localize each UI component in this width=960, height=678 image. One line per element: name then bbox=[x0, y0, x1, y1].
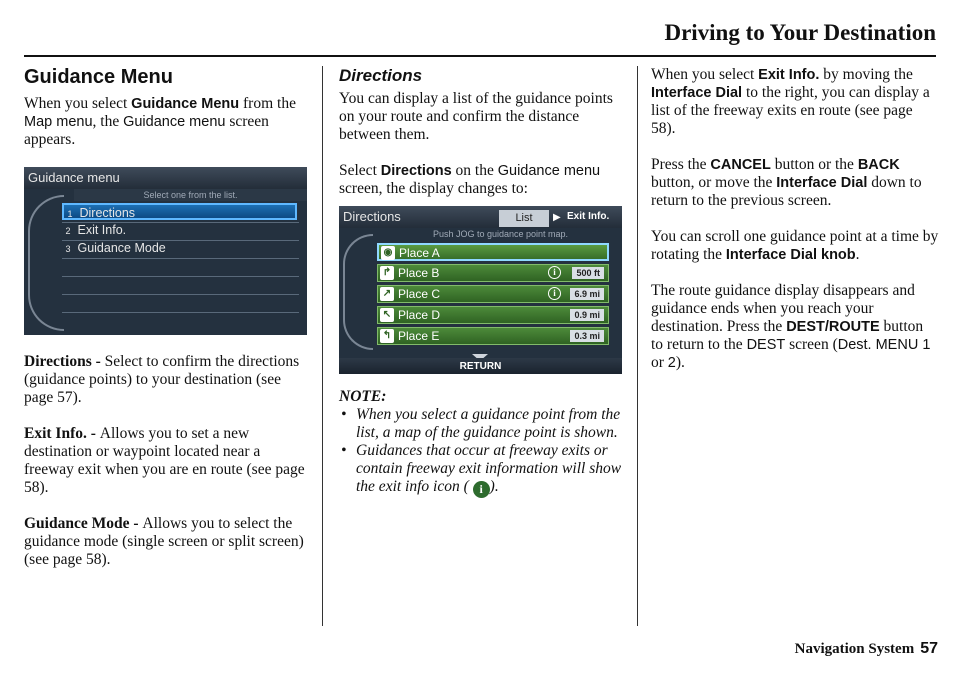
term-interface-dial: Interface Dial bbox=[651, 85, 743, 101]
exit-info-tab[interactable]: Exit Info. bbox=[567, 211, 610, 222]
column-directions bbox=[339, 66, 629, 498]
keep-left-icon: ↖ bbox=[380, 308, 394, 322]
turn-left-icon: ↰ bbox=[380, 329, 394, 343]
def-term: Directions - bbox=[24, 353, 105, 370]
text: Press the bbox=[651, 156, 711, 173]
term-dest: DEST bbox=[746, 337, 786, 353]
page-footer bbox=[795, 640, 938, 658]
page-number: 57 bbox=[920, 640, 938, 657]
text: by moving the bbox=[819, 66, 913, 83]
place-row-a[interactable] bbox=[377, 243, 609, 261]
return-button[interactable]: RETURN bbox=[339, 358, 622, 374]
place-row-d[interactable] bbox=[377, 306, 609, 324]
text: When you select bbox=[24, 95, 132, 112]
term-interface-dial-knob: Interface Dial knob bbox=[725, 247, 856, 263]
screen-subtitle: Push JOG to guidance point map. bbox=[432, 229, 569, 239]
directions-screenshot bbox=[339, 206, 622, 374]
menu-item-exit-info[interactable] bbox=[62, 222, 297, 239]
term-back: BACK bbox=[857, 157, 900, 173]
term-dest-menu-1: Dest. MENU 1 bbox=[837, 337, 931, 353]
place-name: Place D bbox=[398, 308, 441, 322]
distance-label: 0.3 mi bbox=[570, 330, 604, 342]
term-exit-info: Exit Info. bbox=[758, 67, 820, 83]
text: screen ( bbox=[785, 336, 838, 353]
row-divider bbox=[62, 258, 299, 259]
screen-title: Guidance menu bbox=[24, 167, 307, 189]
list-tab[interactable]: List bbox=[499, 210, 549, 227]
item-label: Exit Info. bbox=[77, 223, 127, 237]
screen-title: Directions bbox=[339, 206, 622, 228]
place-name: Place A bbox=[399, 246, 440, 260]
term-cancel: CANCEL bbox=[710, 157, 771, 173]
cancel-paragraph bbox=[651, 156, 939, 210]
note-text: Guidances that occur at freeway exits or contain freeway exit information will show the exit info icon ( bbox=[356, 442, 622, 495]
place-row-b[interactable] bbox=[377, 264, 609, 282]
def-term: Guidance Mode - bbox=[24, 515, 143, 532]
text: The route guidance display disappears and guidance ends when you reach your destination. Press the bbox=[651, 282, 915, 335]
place-name: Place E bbox=[398, 329, 440, 343]
text: Select bbox=[339, 162, 381, 179]
item-label: Directions bbox=[79, 206, 136, 220]
text: button to return to the bbox=[651, 318, 924, 353]
column-exit-info bbox=[651, 66, 939, 390]
term-dest-route: DEST/ROUTE bbox=[786, 319, 880, 335]
intro-paragraph bbox=[24, 95, 312, 149]
turn-right-icon: ↱ bbox=[380, 266, 394, 280]
text: button or the bbox=[770, 156, 858, 173]
destination-paragraph bbox=[651, 282, 939, 372]
place-name: Place B bbox=[398, 266, 440, 280]
def-text: Select to confirm the directions (guidance points) to your destination (see page 57). bbox=[24, 353, 300, 406]
note-item bbox=[339, 442, 629, 498]
section-heading-directions: Directions bbox=[339, 66, 423, 85]
column-divider-2 bbox=[637, 66, 638, 626]
place-row-c[interactable] bbox=[377, 285, 609, 303]
exit-info-icon: i bbox=[548, 266, 561, 279]
note-heading: NOTE: bbox=[339, 388, 387, 405]
dial-arc-icon bbox=[343, 234, 373, 350]
distance-label: 0.9 mi bbox=[570, 309, 604, 321]
def-exit-info bbox=[24, 425, 312, 497]
row-divider bbox=[62, 276, 299, 277]
note-text: ). bbox=[489, 478, 499, 495]
row-divider bbox=[62, 312, 299, 313]
term-interface-dial: Interface Dial bbox=[776, 175, 868, 191]
text: . bbox=[855, 246, 860, 263]
menu-item-guidance-mode[interactable] bbox=[62, 240, 297, 257]
header-rule bbox=[24, 55, 936, 57]
term-guidance-menu-screen: Guidance menu bbox=[123, 114, 226, 130]
distance-label: 500 ft bbox=[572, 267, 604, 279]
def-text: Allows you to set a new destination or waypoint located near a freeway exit when you are en route (see page 58). bbox=[24, 425, 305, 496]
text: on the bbox=[451, 162, 498, 179]
keep-right-icon: ↗ bbox=[380, 287, 394, 301]
text: screen, the display changes to: bbox=[339, 180, 528, 197]
item-number: 1 bbox=[67, 209, 73, 219]
item-label: Guidance Mode bbox=[77, 241, 166, 255]
term-2: 2 bbox=[667, 355, 676, 371]
column-divider-1 bbox=[322, 66, 323, 626]
term-map-menu: Map menu bbox=[24, 114, 93, 130]
term-guidance-menu: Guidance Menu bbox=[131, 96, 240, 112]
text: screen appears. bbox=[24, 113, 269, 148]
notes-list bbox=[339, 406, 629, 498]
section-heading-guidance-menu: Guidance Menu bbox=[24, 66, 173, 88]
exit-info-icon: i bbox=[548, 287, 561, 300]
term-directions: Directions bbox=[380, 163, 452, 179]
directions-paragraph-2 bbox=[339, 162, 629, 198]
exit-info-paragraph bbox=[651, 66, 939, 138]
scroll-paragraph bbox=[651, 228, 939, 264]
guidance-menu-screenshot bbox=[24, 167, 307, 335]
row-divider bbox=[62, 294, 299, 295]
text: ). bbox=[675, 354, 685, 371]
def-directions bbox=[24, 353, 312, 407]
dial-arc-icon bbox=[28, 195, 64, 331]
destination-icon: ◉ bbox=[381, 246, 395, 260]
distance-label: 6.9 mi bbox=[570, 288, 604, 300]
info-icon: i bbox=[473, 481, 490, 498]
text: button, or move the bbox=[651, 174, 777, 191]
directions-paragraph-1: You can display a list of the guidance points on your route and confirm the distance between them. bbox=[339, 90, 613, 143]
text: down to return to the previous screen. bbox=[651, 174, 922, 209]
note-item: • When you select a guidance point from the list, a map of the guidance point is shown. bbox=[339, 406, 629, 442]
term-guidance-menu: Guidance menu bbox=[497, 163, 601, 179]
text: You can scroll one guidance point at a time by rotating the bbox=[651, 228, 939, 263]
page-header-title: Driving to Your Destination bbox=[664, 20, 936, 45]
item-number: 2 bbox=[65, 226, 71, 236]
text: to the right, you can display a list of the freeway exits en route (see page 58). bbox=[651, 84, 930, 137]
place-row-e[interactable] bbox=[377, 327, 609, 345]
screen-subtitle: Select one from the list. bbox=[74, 189, 307, 201]
def-guidance-mode bbox=[24, 515, 312, 569]
arrow-right-icon: ▶ bbox=[553, 212, 561, 223]
text: from the bbox=[243, 95, 296, 112]
footer-label: Navigation System bbox=[794, 641, 915, 657]
def-term: Exit Info. - bbox=[24, 425, 100, 442]
column-guidance-menu bbox=[24, 66, 312, 587]
menu-item-directions[interactable] bbox=[62, 203, 297, 220]
place-name: Place C bbox=[398, 287, 441, 301]
text: When you select bbox=[651, 66, 759, 83]
item-number: 3 bbox=[65, 244, 71, 254]
text: or bbox=[651, 354, 668, 371]
text: , the bbox=[92, 113, 124, 130]
def-text: Allows you to select the guidance mode (single screen or split screen) (see page 58). bbox=[24, 515, 304, 568]
